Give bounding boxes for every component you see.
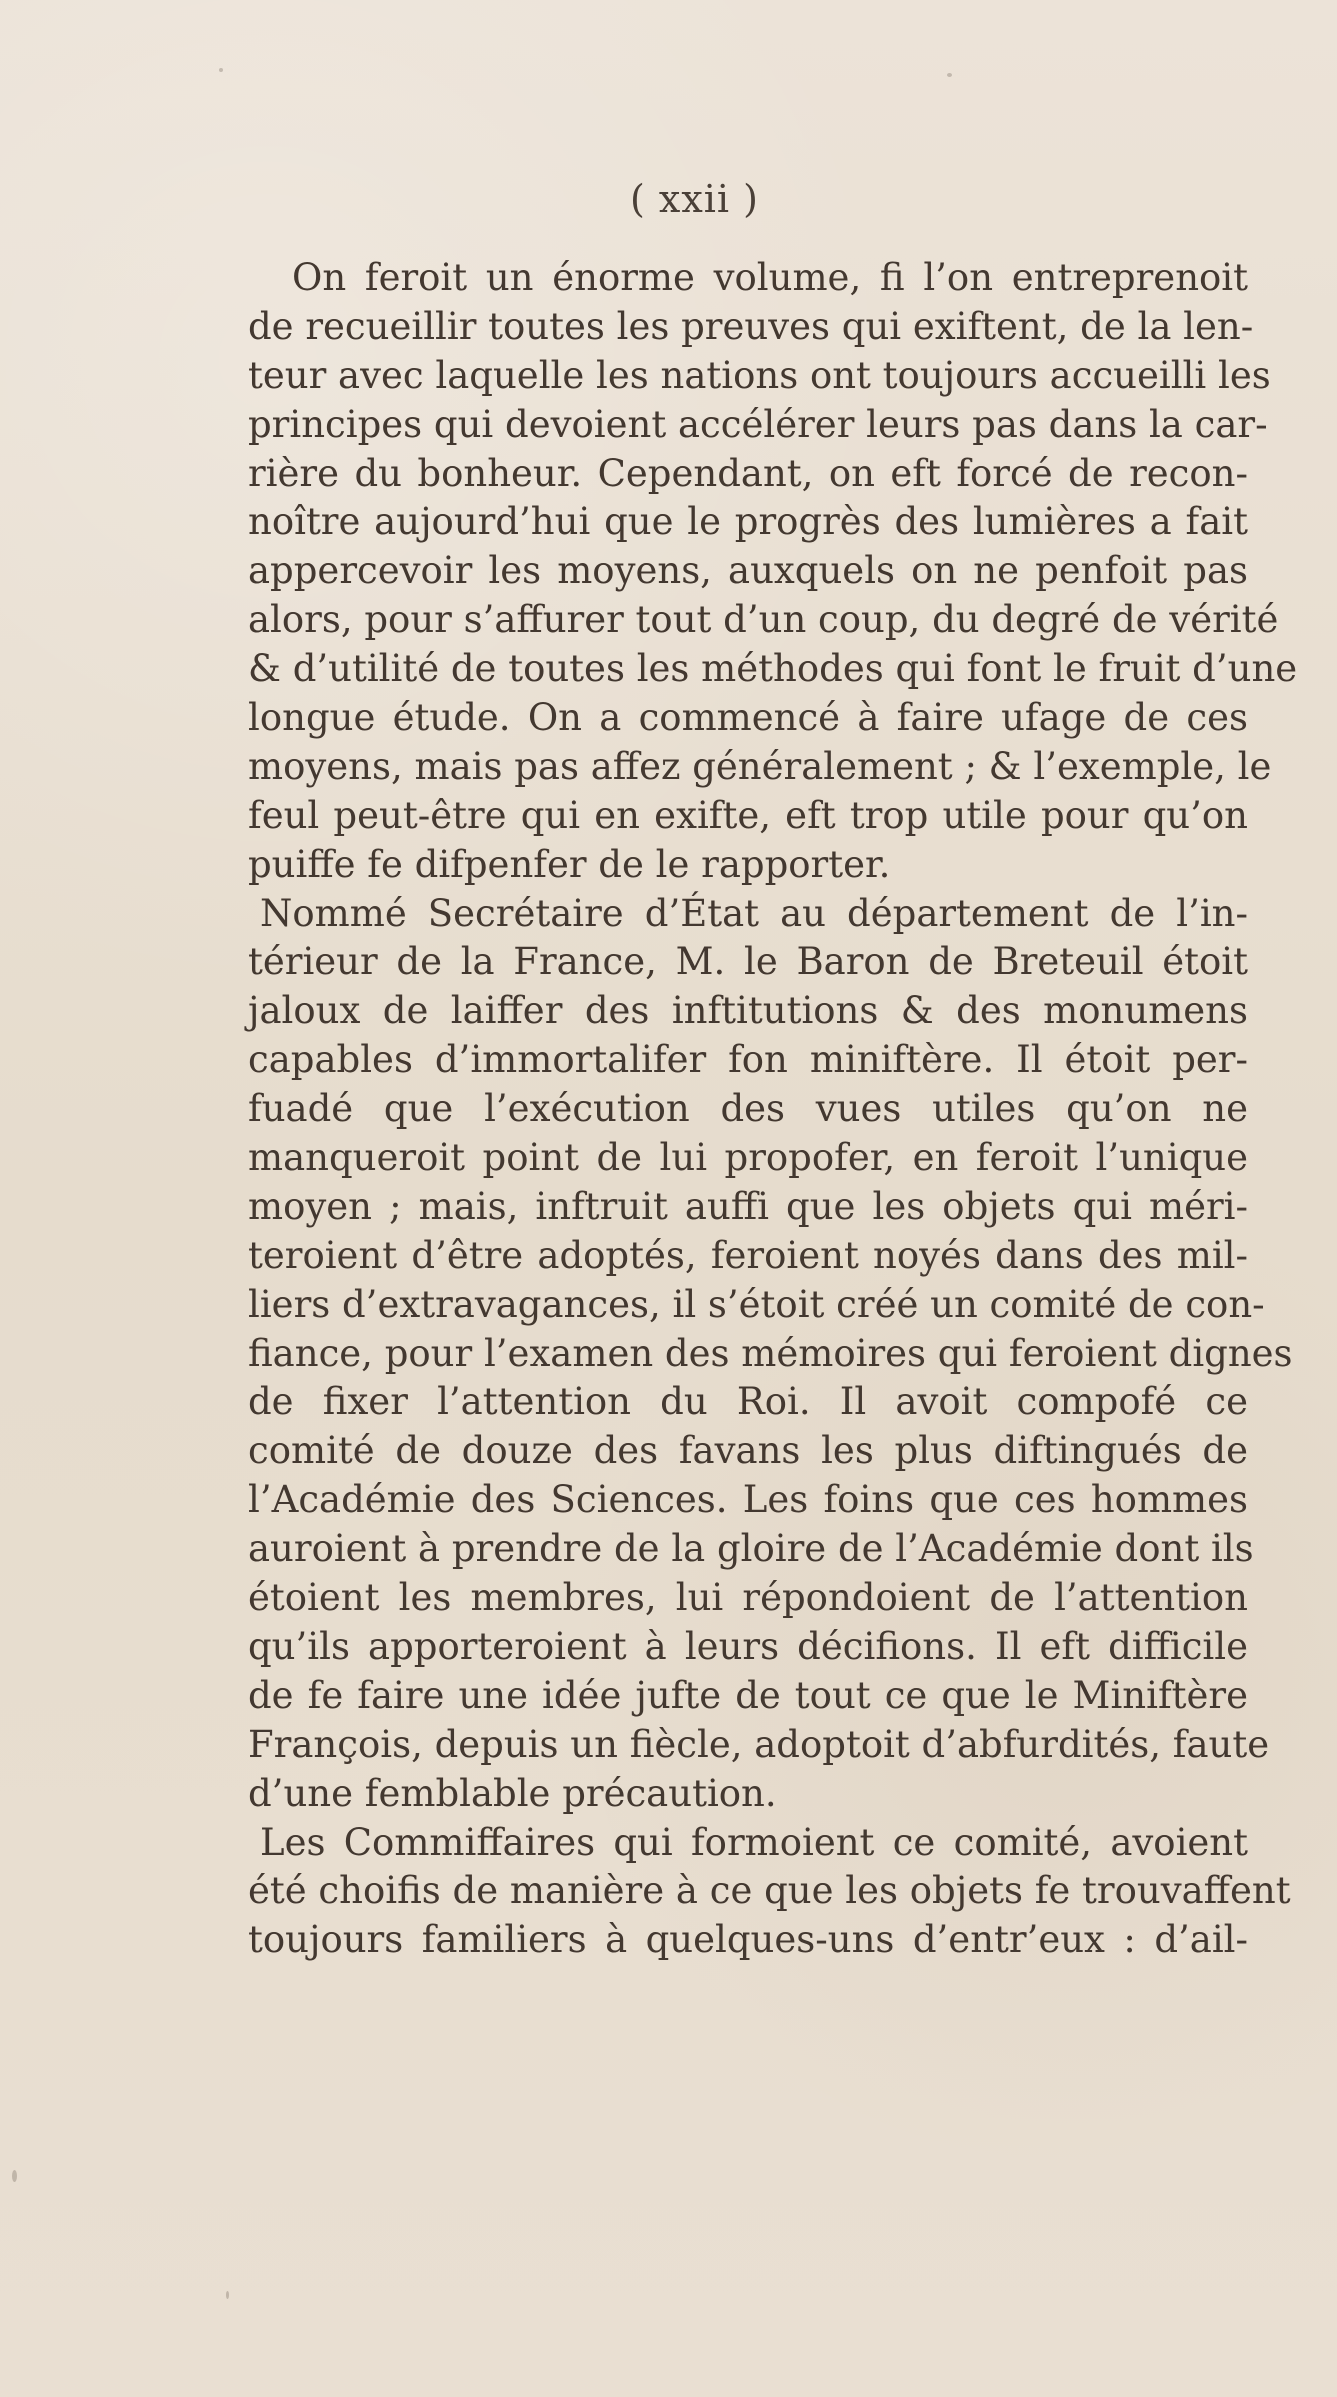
body-text [248,254,1298,1965]
text-line: été choifis de manière à ce que les objets fe trouvaffent [248,1869,1291,1913]
text-line: Les Commiffaires qui formoient ce comité, avoient [260,1820,1248,1864]
text-line: moyens, mais pas affez généralement ; & l’exemple, le [248,744,1272,788]
paper-speck [226,2291,229,2299]
text-line: capables d’immortalifer fon miniftère. Il étoit per- [248,1038,1248,1082]
text-line: d’une femblable précaution. [248,1771,777,1815]
text-line: manqueroit point de lui propofer, en feroit l’unique [248,1136,1248,1180]
text-line: moyen ; mais, inftruit auffi que les objets qui méri- [248,1184,1248,1228]
text-line: alors, pour s’affurer tout d’un coup, du degré de vérité [248,598,1279,642]
text-line: feul peut-être qui en exifte, eft trop utile pour qu’on [248,793,1248,837]
text-line: & d’utilité de toutes les méthodes qui font le fruit d’une [248,647,1298,691]
text-line: fuadé que l’exécution des vues utiles qu’on ne [248,1087,1248,1131]
text-line: de fe faire une idée jufte de tout ce que le Miniftère [248,1673,1248,1717]
text-line: teur avec laquelle les nations ont toujours accueilli les [248,353,1271,397]
text-line: puiffe fe difpenfer de le rapporter. [248,842,891,886]
text-line: François, depuis un fiècle, adoptoit d’abfurdités, faute [248,1722,1270,1766]
text-line: toujours familiers à quelques-uns d’entr’eux : d’ail- [248,1918,1248,1962]
text-line: rière du bonheur. Cependant, on eft forcé de recon- [248,451,1248,495]
text-line: étoient les membres, lui répondoient de l’attention [248,1576,1248,1620]
text-line: auroient à prendre de la gloire de l’Académie dont ils [248,1527,1254,1571]
text-line: fiance, pour l’examen des mémoires qui feroient dignes [248,1331,1293,1375]
text-line: teroient d’être adoptés, feroient noyés dans des mil- [248,1233,1248,1277]
text-line: principes qui devoient accélérer leurs pas dans la car- [248,402,1268,446]
page-number: ( xxii ) [630,177,759,221]
paper-speck [947,73,952,77]
text-line: l’Académie des Sciences. Les foins que ces hommes [248,1478,1248,1522]
text-line: appercevoir les moyens, auxquels on ne penfoit pas [248,549,1248,593]
text-line: térieur de la France, M. le Baron de Breteuil étoit [248,940,1248,984]
text-line: de recueillir toutes les preuves qui exiftent, de la len- [248,304,1254,348]
text-line: On feroit un énorme volume, fi l’on entreprenoit [292,256,1248,299]
text-line: Nommé Secrétaire d’État au département de l’in- [260,891,1248,935]
text-line: longue étude. On a commencé à faire ufage de ces [248,696,1248,740]
text-line: comité de douze des favans les plus diftingués de [248,1429,1248,1473]
paper-speck [219,68,223,72]
text-line: qu’ils apporteroient à leurs décifions. Il eft difficile [248,1624,1248,1668]
text-line: jaloux de laiffer des inftitutions & des monumens [248,989,1248,1033]
paper-speck [12,2170,17,2182]
text-line: liers d’extravagances, il s’étoit créé un comité de con- [248,1282,1265,1326]
text-line: noître aujourd’hui que le progrès des lumières a fait [248,500,1248,544]
text-line: de fixer l’attention du Roi. Il avoit compofé ce [248,1380,1248,1424]
